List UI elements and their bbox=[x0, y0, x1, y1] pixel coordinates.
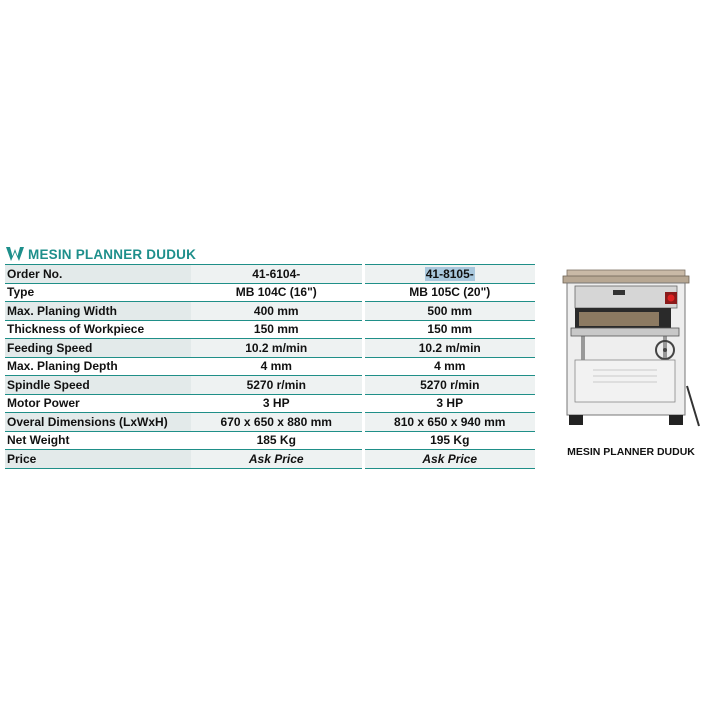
row-label: Max. Planing Depth bbox=[5, 357, 191, 376]
row-label: Price bbox=[5, 450, 191, 469]
cell-value: 150 mm bbox=[363, 320, 535, 339]
section-header bbox=[6, 246, 196, 262]
cell-value: 5270 r/min bbox=[363, 376, 535, 395]
cell-value: MB 105C (20") bbox=[363, 283, 535, 302]
row-label: Net Weight bbox=[5, 431, 191, 450]
row-label: Order No. bbox=[5, 265, 191, 284]
planer-machine-image bbox=[553, 266, 703, 436]
table-row bbox=[5, 394, 535, 413]
table-row bbox=[5, 450, 535, 469]
table-row bbox=[5, 357, 535, 376]
cell-value: 500 mm bbox=[363, 302, 535, 321]
cell-value: 195 Kg bbox=[363, 431, 535, 450]
price-value: Ask Price bbox=[363, 450, 535, 469]
cell-value: 150 mm bbox=[191, 320, 363, 339]
page-title: MESIN PLANNER DUDUK bbox=[28, 246, 197, 262]
cell-value: 810 x 650 x 940 mm bbox=[363, 413, 535, 432]
cell-value: 10.2 m/min bbox=[363, 339, 535, 358]
cell-value-highlighted bbox=[363, 265, 535, 284]
cell-value: 3 HP bbox=[363, 394, 535, 413]
cell-value: 3 HP bbox=[191, 394, 363, 413]
row-label: Type bbox=[5, 283, 191, 302]
row-label: Overal Dimensions (LxWxH) bbox=[5, 413, 191, 432]
cell-value: 4 mm bbox=[363, 357, 535, 376]
row-label: Motor Power bbox=[5, 394, 191, 413]
row-label: Spindle Speed bbox=[5, 376, 191, 395]
table-row bbox=[5, 376, 535, 395]
table-row bbox=[5, 302, 535, 321]
table-row bbox=[5, 339, 535, 358]
row-label: Feeding Speed bbox=[5, 339, 191, 358]
table-row bbox=[5, 320, 535, 339]
price-value: Ask Price bbox=[191, 450, 363, 469]
cell-value: MB 104C (16") bbox=[191, 283, 363, 302]
cell-value: 10.2 m/min bbox=[191, 339, 363, 358]
table-row bbox=[5, 431, 535, 450]
cell-value: 185 Kg bbox=[191, 431, 363, 450]
table-row bbox=[5, 283, 535, 302]
table-row bbox=[5, 265, 535, 284]
cell-value: 5270 r/min bbox=[191, 376, 363, 395]
brand-w-icon bbox=[6, 247, 24, 261]
cell-value: 670 x 650 x 880 mm bbox=[191, 413, 363, 432]
table-row bbox=[5, 413, 535, 432]
highlighted-order-number: 41-8105- bbox=[425, 266, 474, 281]
cell-value: 400 mm bbox=[191, 302, 363, 321]
cell-value: 41-6104- bbox=[191, 265, 363, 284]
image-caption: MESIN PLANNER DUDUK bbox=[567, 446, 695, 458]
spec-table bbox=[5, 264, 535, 469]
cell-value: 4 mm bbox=[191, 357, 363, 376]
row-label: Thickness of Workpiece bbox=[5, 320, 191, 339]
row-label: Max. Planing Width bbox=[5, 302, 191, 321]
